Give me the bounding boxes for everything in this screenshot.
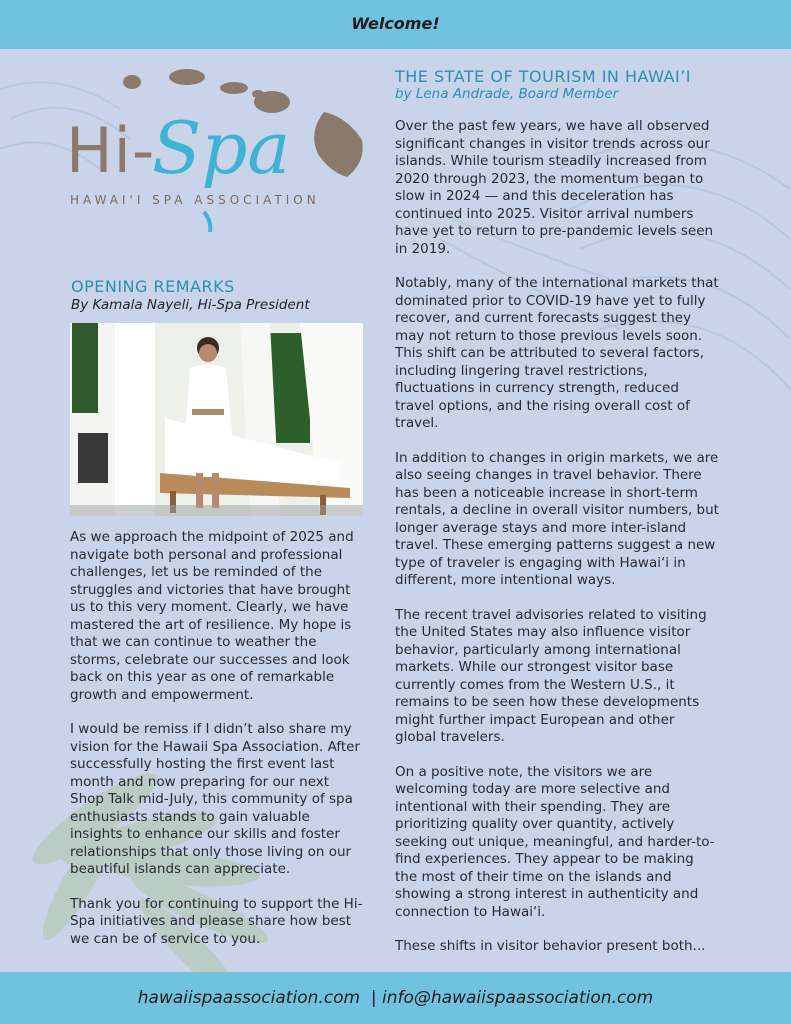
opening-remarks-title: OPENING REMARKS [71, 277, 235, 296]
tourism-paragraph: The recent travel advisories related to visiting the United States may also influence visitor behavior, particularly among international markets. While our strongest visitor base currently comes from the Western U.S., it remains to be seen how these developments might further impact European and other global travelers. [395, 606, 707, 745]
opening-paragraph: I would be remiss if I didn’t also share my vision for the Hawaii Spa Association. After successfully hosting the first event last month and now preparing for our next Shop Talk mid-July, this community of spa enthusiasts stands to gain valuable insights to enhance our skills and foster relationships that only those living on our beautiful islands can appreciate. [70, 721, 361, 877]
opening-paragraph: Thank you for continuing to support the Hi-Spa initiatives and please share how best we can be of service to you. [70, 895, 363, 947]
tourism-body [395, 118, 719, 956]
tourism-paragraph: Over the past few years, we have all observed significant changes in visitor trends across our islands. While tourism steadily increased from 2020 through 2023, the momentum began to slow in 2024 — and this deceleration has continued into 2025. Visitor arrival numbers have yet to return to pre-pandemic levels seen in 2019. [395, 118, 714, 257]
tourism-paragraph: On a positive note, the visitors we are welcoming today are more selective and intentional with their spending. They are prioritizing quality over quantity, actively seeking out unique, meaningful, and harder-to-find experiences. They appear to be making the most of their time on the islands and showing a strong interest in authenticity and connection to Hawai‘i. [395, 763, 715, 920]
opening-remarks-body [70, 529, 366, 965]
hi-spa-logo [62, 62, 368, 234]
footer-bar [0, 972, 791, 1024]
logo-spa-text: Spa [152, 106, 291, 190]
tourism-paragraph: These shifts in visitor behavior present both... [395, 938, 706, 954]
opening-remarks-byline: By Kamala Nayeli, Hi-Spa President [71, 297, 310, 313]
header-title: Welcome! [351, 14, 440, 33]
tourism-paragraph: In addition to changes in origin markets, we are also seeing changes in travel behavior. There has been a noticeable increase in short-term rentals, a decline in overall visitor numbers, but longer average stays and more inter-island travel. These emerging patterns suggest a new type of traveler is engaging with Hawai‘i in different, more intentional ways. [395, 449, 719, 588]
footer-contact[interactable]: hawaiispaassociation.com | info@hawaiispaassociation.com [137, 988, 654, 1008]
president-photo [70, 323, 363, 516]
tourism-byline: by Lena Andrade, Board Member [395, 86, 619, 102]
tourism-paragraph: Notably, many of the international markets that dominated prior to COVID-19 have yet to fully recover, and current forecasts suggest they may not return to those previous levels soon. This shift can be attributed to several factors, including lingering travel restrictions, fluctuations in currency strength, reduced travel options, and the rising overall cost of travel. [395, 275, 719, 431]
logo-hi-text: Hi- [66, 114, 156, 187]
opening-paragraph: As we approach the midpoint of 2025 and navigate both personal and professional challenges, let us be reminded of the struggles and victories that have brought us to this very moment. Clearly, we have mastered the art of resilience. My hope is that we can continue to weather the storms, celebrate our successes and look back on this year as one of remarkable growth and empowerment. [70, 529, 354, 703]
header-bar [0, 0, 791, 49]
logo-association-text: HAWAI'I SPA ASSOCIATION [70, 193, 320, 207]
tourism-title: THE STATE OF TOURISM IN HAWAI’I [395, 67, 691, 86]
